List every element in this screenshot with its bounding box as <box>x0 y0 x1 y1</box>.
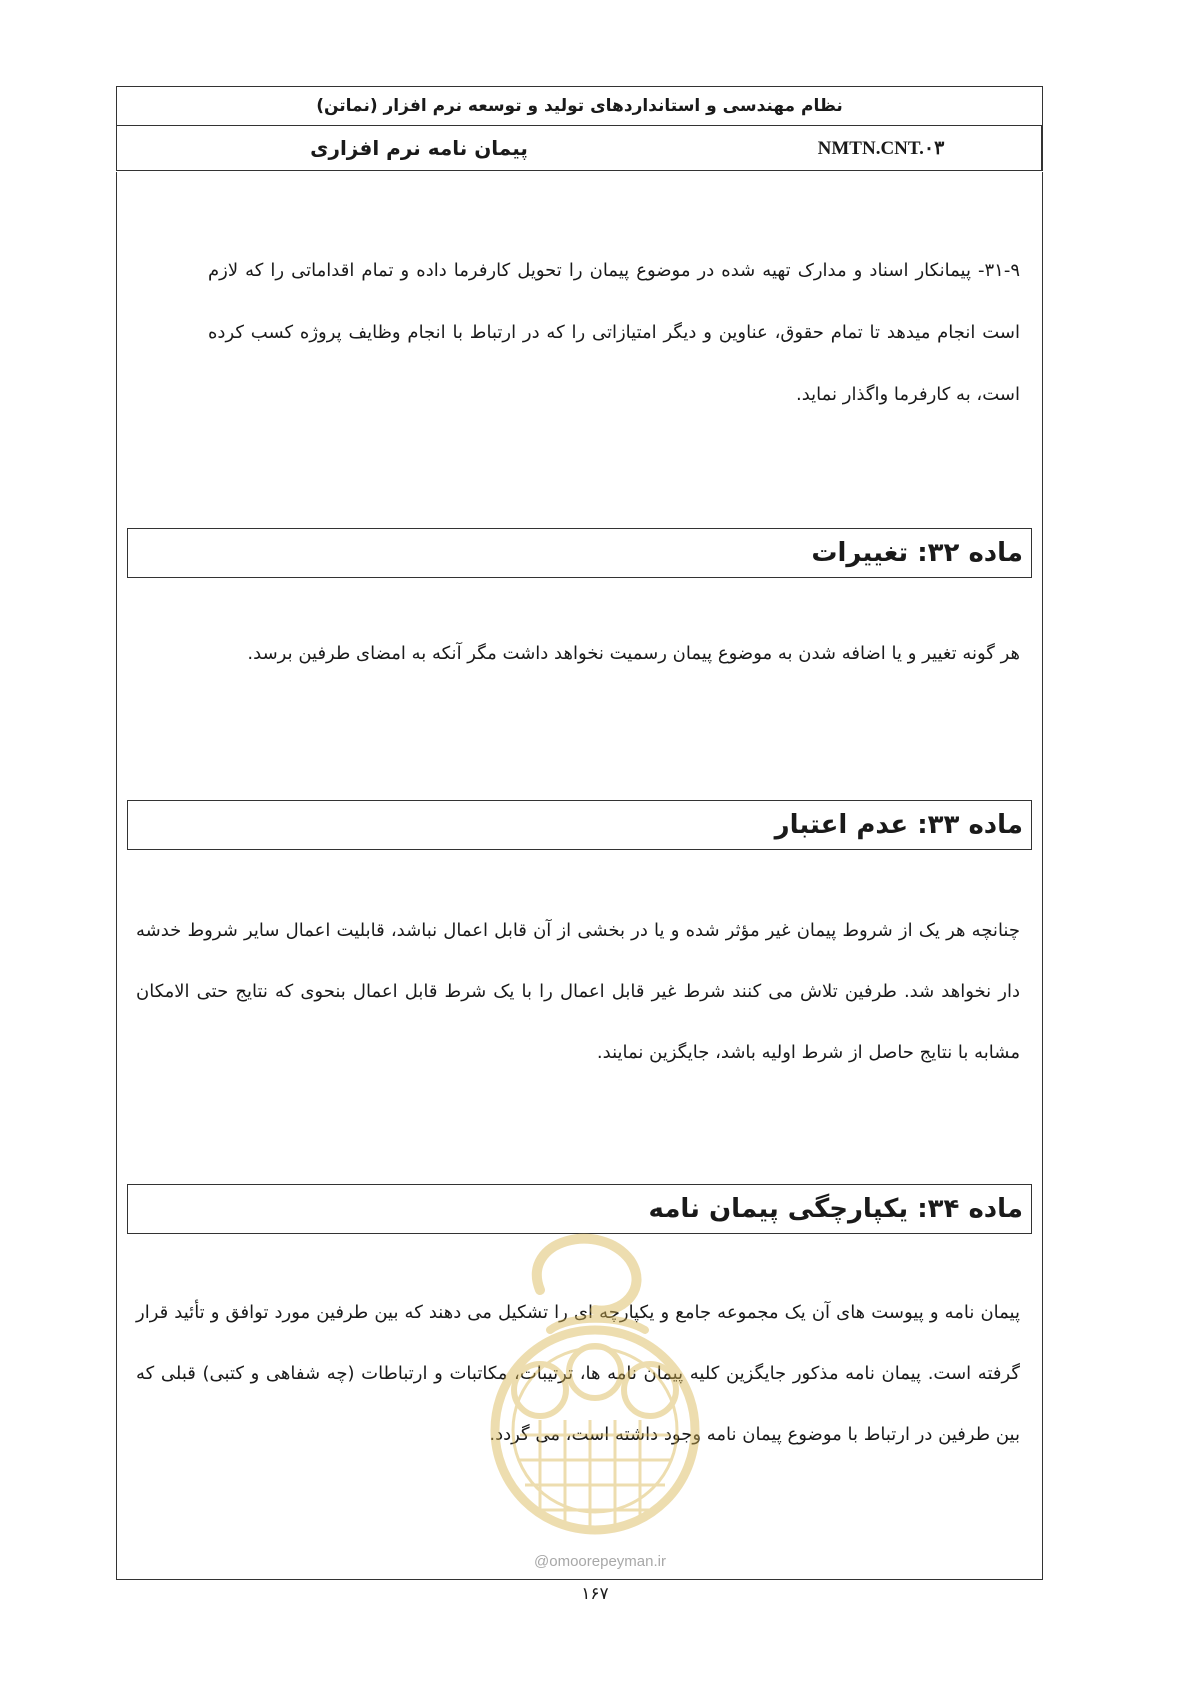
article-33-heading: ماده ۳۳: عدم اعتبار <box>774 810 1023 840</box>
page-number: ۱۶۷ <box>581 1584 609 1604</box>
watermark-logo-icon <box>480 1220 710 1550</box>
watermark-text: @omoorepeyman.ir <box>534 1553 666 1570</box>
document-title: پیمان نامه نرم افزاری <box>310 136 528 160</box>
document-code: NMTN.CNT.۰۳ <box>721 126 1042 170</box>
clause-31-9: ۳۱-۹- پیمانکار اسناد و مدارک تهیه شده در موضوع پیمان را تحویل کارفرما داده و تمام اقداماتی را که لازم است انجام میدهد تا تمام حقوق، عناوین و دیگر امتیازاتی را که در ارتباط با انجام وظایف پروژه کسب کرده است، به کارفرما واگذار نماید. <box>208 260 1020 405</box>
article-33-heading-box <box>127 800 1032 850</box>
article-32-body: هر گونه تغییر و یا اضافه شدن به موضوع پیمان رسمیت نخواهد داشت مگر آنکه به امضای طرفین برسد. <box>247 643 1020 664</box>
header-title: نظام مهندسی و استانداردهای تولید و توسعه نرم افزار (نماتن) <box>117 87 1042 126</box>
header-row <box>117 126 1042 170</box>
article-32-heading-box <box>127 528 1032 578</box>
article-34-heading: ماده ۳۴: یکپارچگی پیمان نامه <box>648 1194 1023 1224</box>
article-33-body: چنانچه هر یک از شروط پیمان غیر مؤثر شده و یا در بخشی از آن قابل اعمال نباشد، قابلیت اعمال سایر شروط خدشه دار نخواهد شد. طرفین تلاش می کنند شرط غیر قابل اعمال را با یک شرط قابل اعمال بنحوی که نتایج حتی الامکان مشابه با نتایج حاصل از شرط اولیه باشد، جایگزین نمایند. <box>136 920 1020 1063</box>
article-34-body: پیمان نامه و پیوست های آن یک مجموعه جامع و یکپارچه ای را تشکیل می دهند که بین طرفین مورد توافق و تأئید قرار گرفته است. پیمان نامه مذکور جایگزین کلیه پیمان نامه ها، ترتیبات، مکاتبات و ارتباطات (چه شفاهی و کتبی) قبلی که بین طرفین در ارتباط با موضوع پیمان نامه وجود داشته است، می گردد. <box>136 1302 1020 1445</box>
document-header <box>116 86 1043 171</box>
article-32-heading: ماده ۳۲: تغییرات <box>811 538 1023 568</box>
